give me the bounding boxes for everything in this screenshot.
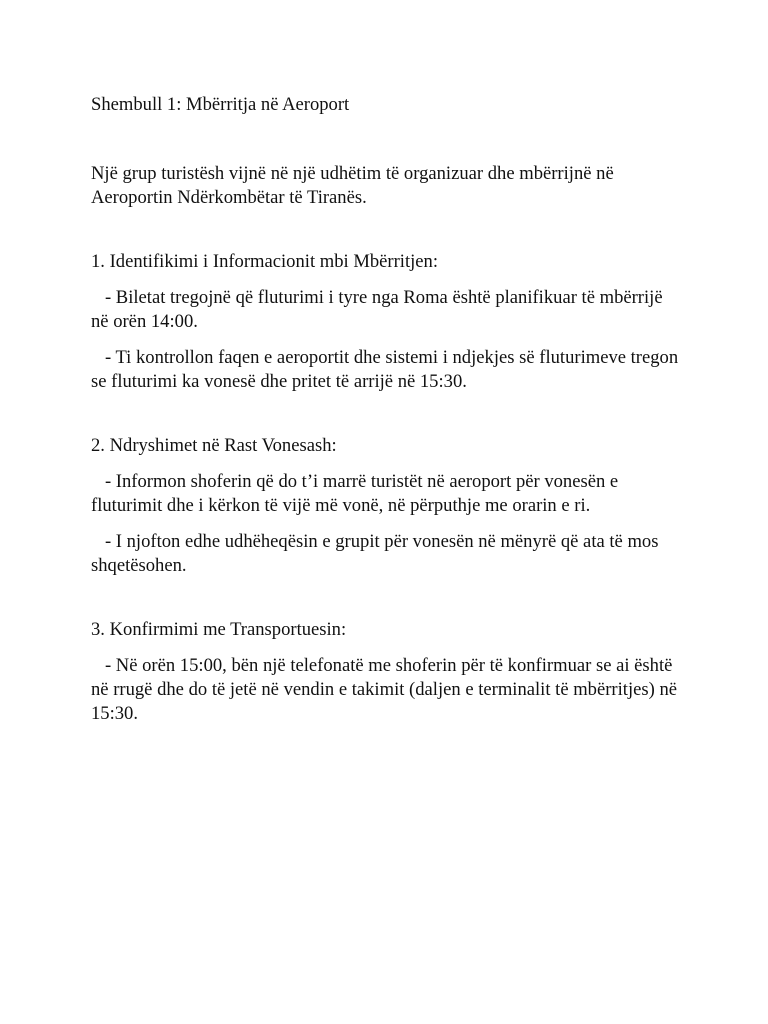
bullet-text: - I njofton edhe udhëheqësin e grupit për vonesën në mënyrë që ata të mos shqetësohen.: [91, 531, 659, 576]
section-2: [91, 434, 681, 578]
section-1: [91, 250, 681, 394]
bullet-text: - Ti kontrollon faqen e aeroportit dhe sistemi i ndjekjes së fluturimeve tregon se fluturimi ka vonesë dhe pritet të arrijë në 15:30.: [91, 347, 679, 392]
bullet-item: [91, 654, 681, 726]
bullet-item: [91, 286, 681, 334]
bullet-item: [91, 470, 681, 518]
bullet-text: - Biletat tregojnë që fluturimi i tyre nga Roma është planifikuar të mbërrijë në orën 14:00.: [91, 287, 663, 332]
section-heading: 1. Identifikimi i Informacionit mbi Mbërritjen:: [91, 251, 439, 272]
intro-paragraph: Një grup turistësh vijnë në një udhëtim të organizuar dhe mbërrijnë në Aeroportin Ndërkombëtar të Tiranës.: [91, 163, 614, 208]
bullet-text: - Informon shoferin që do t’i marrë turistët në aeroport për vonesën e fluturimit dhe i kërkon të vijë më vonë, në përputhje me orarin e ri.: [91, 471, 619, 516]
section-heading: 3. Konfirmimi me Transportuesin:: [91, 619, 347, 640]
section-heading: 2. Ndryshimet në Rast Vonesash:: [91, 435, 337, 456]
bullet-text: - Në orën 15:00, bën një telefonatë me shoferin për të konfirmuar se ai është në rrugë dhe do të jetë në vendin e takimit (daljen e terminalit të mbërritjes) në 15:30.: [91, 655, 677, 724]
bullet-item: [91, 346, 681, 394]
bullet-item: [91, 530, 681, 578]
section-3: [91, 618, 681, 726]
document-title: Shembull 1: Mbërritja në Aeroport: [91, 94, 350, 115]
document-page: [91, 93, 681, 726]
